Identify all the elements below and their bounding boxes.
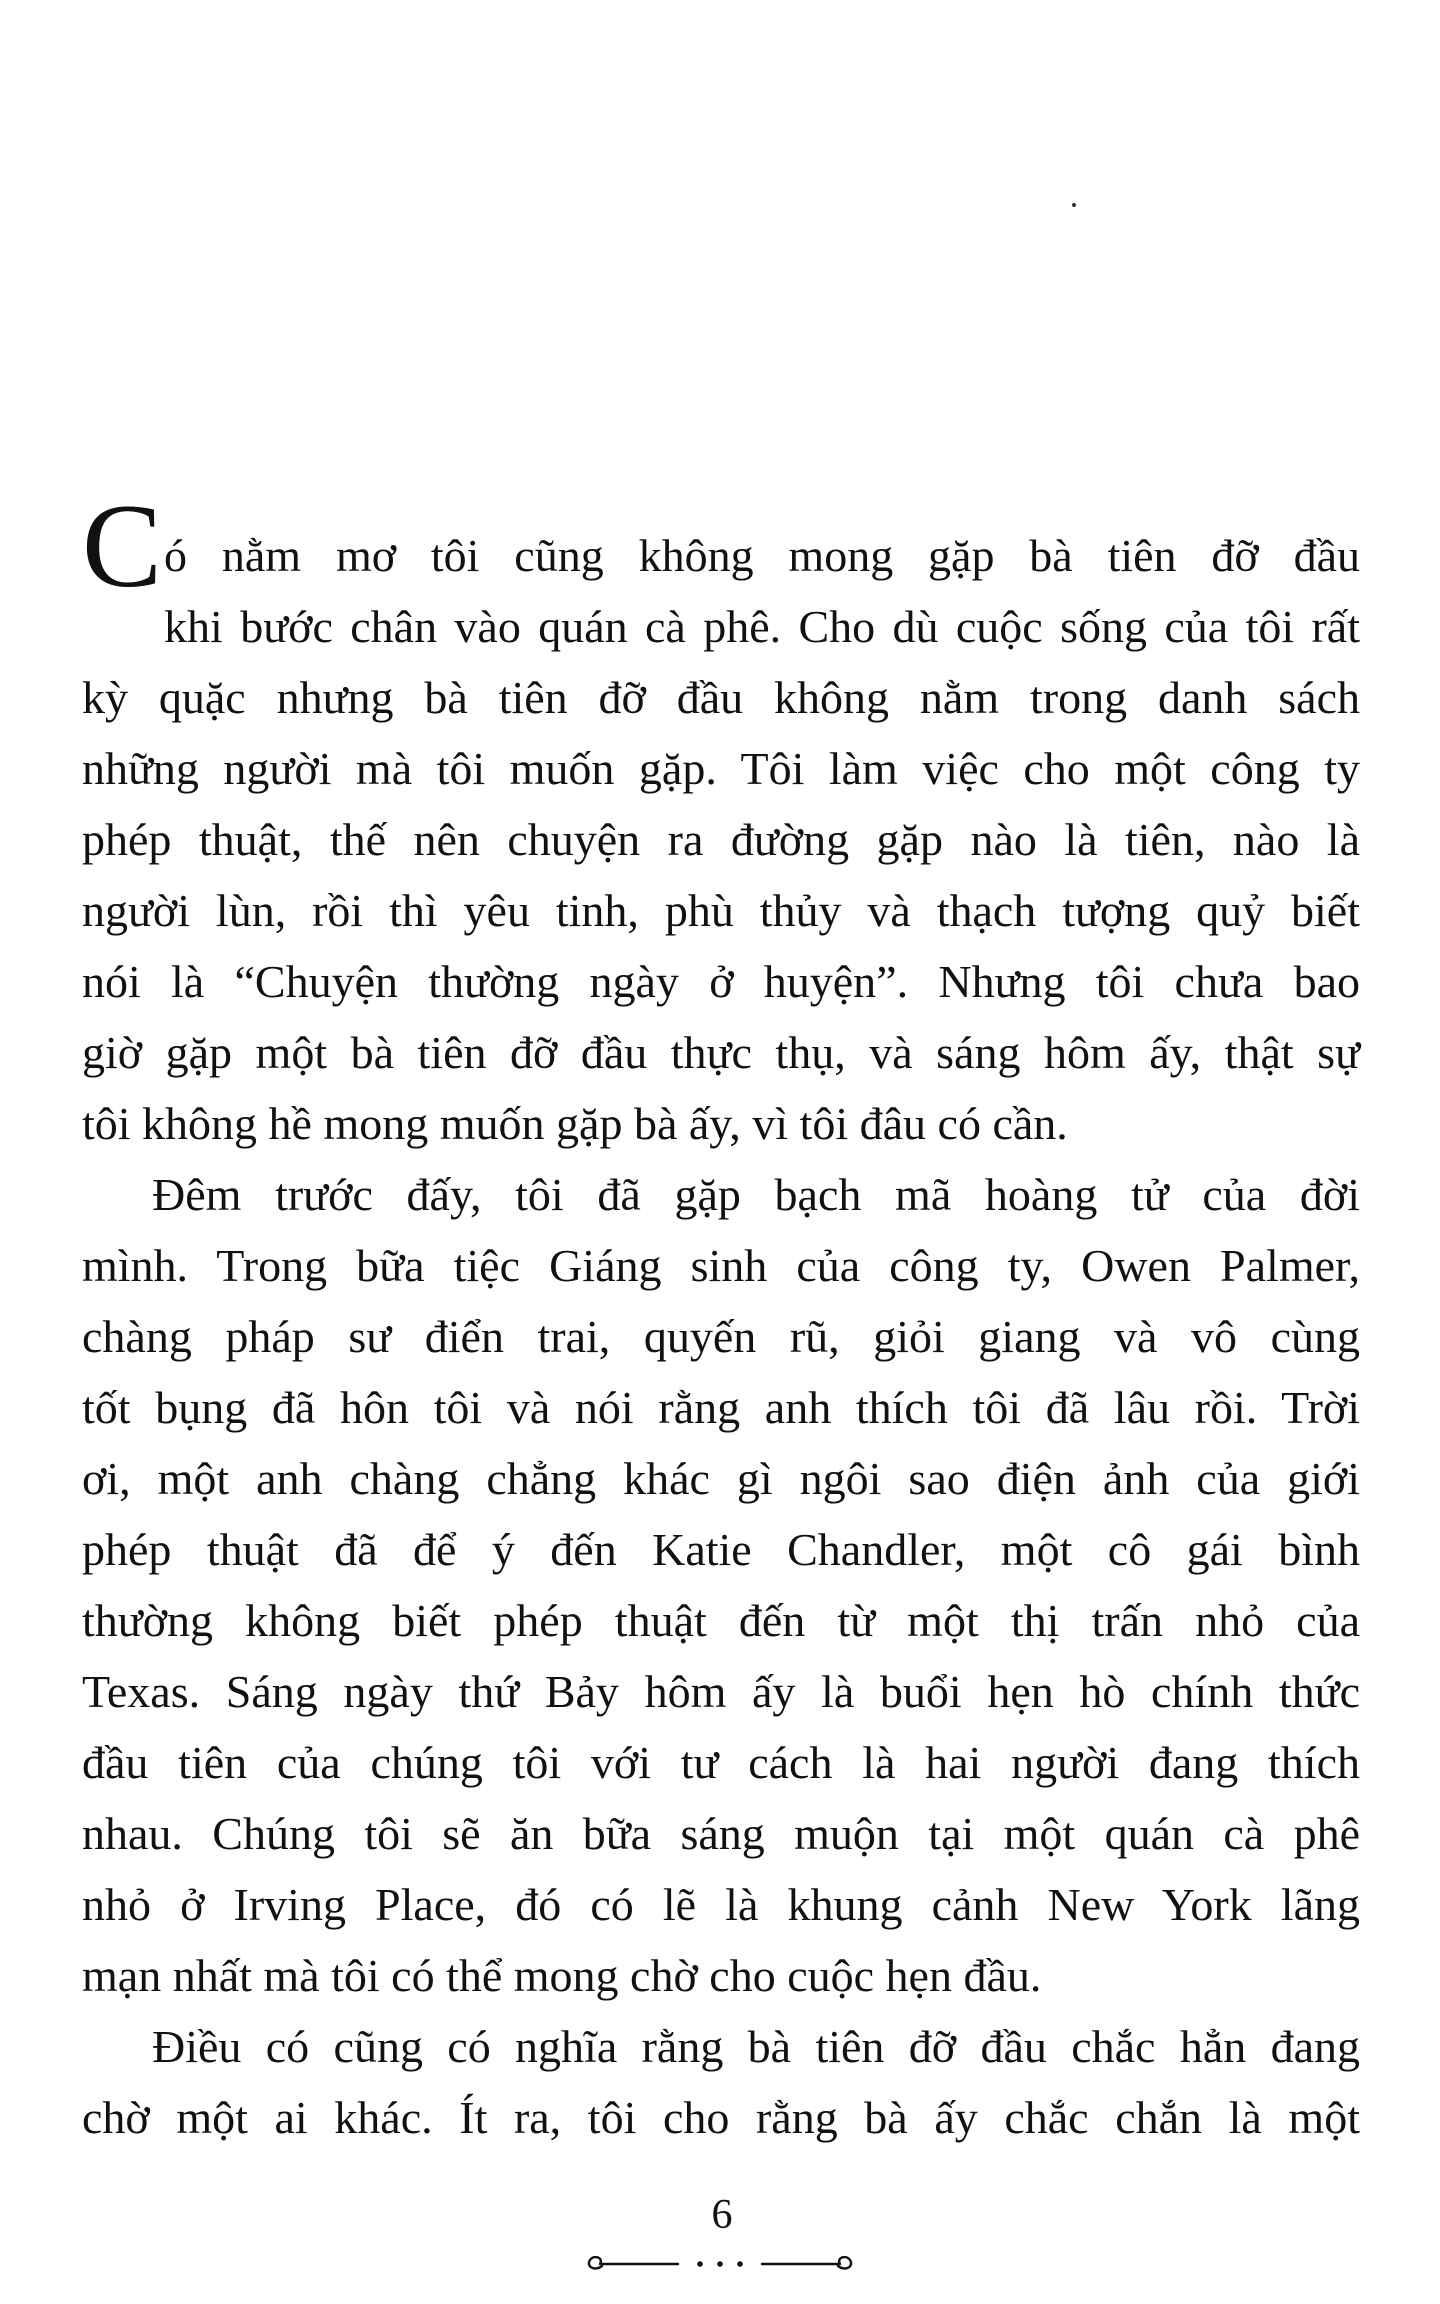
text-line: mình. Trong bữa tiệc Giáng sinh của công ty, Owen Palmer, [82, 1240, 1360, 1291]
text-line: Đêm trước đấy, tôi đã gặp bạch mã hoàng tử của đời [152, 1169, 1360, 1220]
text-line: chờ một ai khác. Ít ra, tôi cho rằng bà ấy chắc chắn là một [82, 2092, 1360, 2143]
paragraph-1 [82, 479, 1360, 1159]
text-line: kỳ quặc nhưng bà tiên đỡ đầu không nằm trong danh sách [82, 672, 1360, 723]
text-line: tốt bụng đã hôn tôi và nói rằng anh thích tôi đã lâu rồi. Trời [82, 1382, 1360, 1433]
text-line: thường không biết phép thuật đến từ một thị trấn nhỏ của [82, 1595, 1360, 1646]
text-line: ơi, một anh chàng chẳng khác gì ngôi sao điện ảnh của giới [82, 1453, 1360, 1504]
text-line: khi bước chân vào quán cà phê. Cho dù cuộc sống của tôi rất [164, 601, 1360, 652]
body-text [82, 479, 1360, 2153]
text-line: những người mà tôi muốn gặp. Tôi làm việc cho một công ty [82, 743, 1360, 794]
text-line: Điều có cũng có nghĩa rằng bà tiên đỡ đầu chắc hẳn đang [152, 2021, 1360, 2072]
paragraph-2 [82, 1159, 1360, 2011]
text-line: giờ gặp một bà tiên đỡ đầu thực thụ, và sáng hôm ấy, thật sự [82, 1027, 1360, 1078]
text-line: Có nằm mơ tôi cũng không mong gặp bà tiên đỡ đầu [82, 479, 1360, 612]
text-line: nói là “Chuyện thường ngày ở huyện”. Nhưng tôi chưa bao [82, 956, 1360, 1007]
text-line: đầu tiên của chúng tôi với tư cách là hai người đang thích [82, 1737, 1360, 1788]
text-line: phép thuật đã để ý đến Katie Chandler, một cô gái bình [82, 1524, 1360, 1575]
text-line: chàng pháp sư điển trai, quyến rũ, giỏi giang và vô cùng [82, 1311, 1360, 1362]
flourish-ornament-icon [580, 2248, 860, 2278]
scan-speck [1072, 203, 1076, 207]
text-line: nhau. Chúng tôi sẽ ăn bữa sáng muộn tại một quán cà phê [82, 1808, 1360, 1859]
paragraph-3 [82, 2011, 1360, 2153]
text-line: người lùn, rồi thì yêu tinh, phù thủy và thạch tượng quỷ biết [82, 885, 1360, 936]
text-line: mạn nhất mà tôi có thể mong chờ cho cuộc hẹn đầu. [82, 1950, 1042, 2001]
text-line: nhỏ ở Irving Place, đó có lẽ là khung cảnh New York lãng [82, 1879, 1360, 1930]
page-number: 6 [711, 2192, 733, 2238]
text-line: phép thuật, thế nên chuyện ra đường gặp nào là tiên, nào là [82, 814, 1360, 865]
text-line: Texas. Sáng ngày thứ Bảy hôm ấy là buổi hẹn hò chính thức [82, 1666, 1360, 1717]
page-footer [0, 2190, 1440, 2278]
drop-cap: C [82, 479, 163, 612]
text-line: tôi không hề mong muốn gặp bà ấy, vì tôi đâu có cần. [82, 1098, 1068, 1149]
